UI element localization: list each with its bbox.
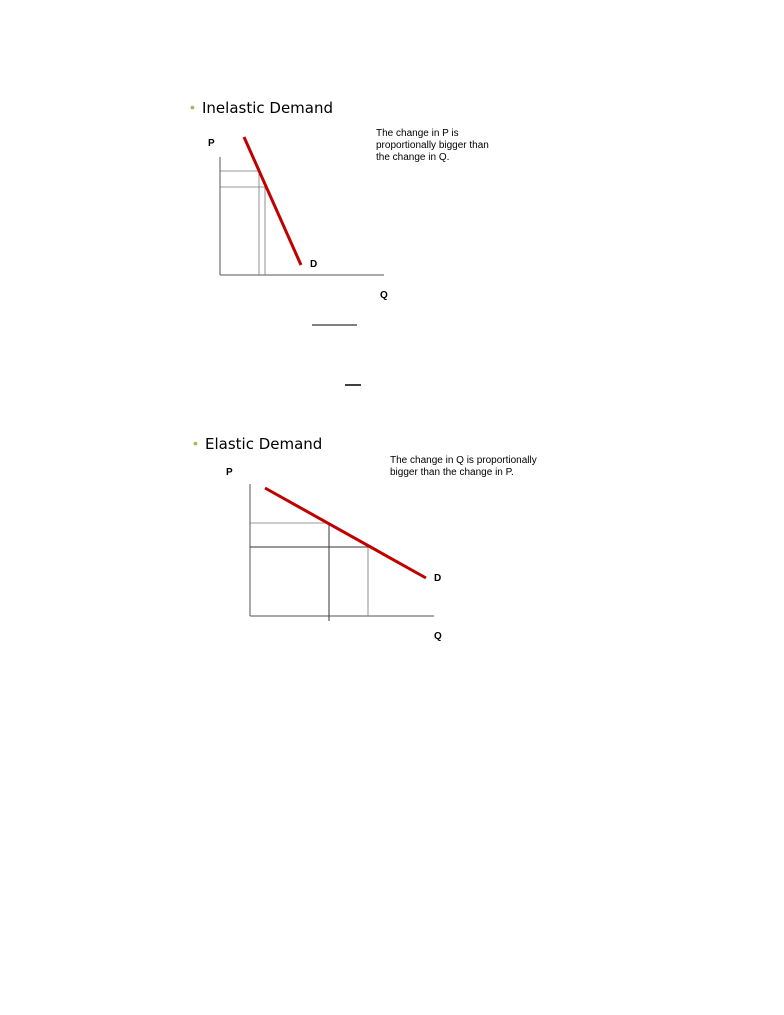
inelastic-note-line: the change in Q. xyxy=(376,152,450,163)
inelastic-heading: Inelastic Demand xyxy=(202,99,334,117)
inelastic-note-line: The change in P is xyxy=(376,128,459,139)
inelastic-demand-curve xyxy=(244,137,301,265)
elastic-demand-curve xyxy=(265,488,426,578)
elastic-heading: Elastic Demand xyxy=(205,435,323,453)
inelastic-note-line: proportionally bigger than xyxy=(376,140,489,151)
bullet-icon: • xyxy=(193,435,198,451)
elastic-curve-label: D xyxy=(434,573,442,584)
inelastic-y-axis-label: P xyxy=(208,138,215,149)
elastic-x-axis-label: Q xyxy=(434,631,442,642)
bullet-icon: • xyxy=(190,99,195,115)
inelastic-x-axis-label: Q xyxy=(380,290,388,301)
inelastic-curve-label: D xyxy=(310,259,318,270)
elastic-y-axis-label: P xyxy=(226,467,233,478)
elastic-note-line: The change in Q is proportionally xyxy=(390,455,537,466)
elastic-note-line: bigger than the change in P. xyxy=(390,467,514,478)
